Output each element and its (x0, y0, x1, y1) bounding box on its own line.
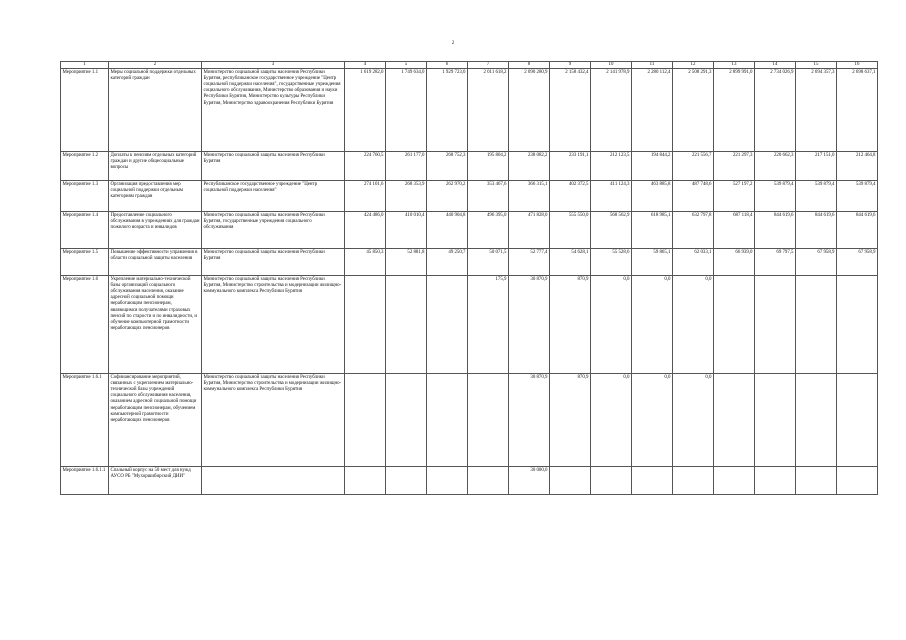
value-cell: 487 748,6 (673, 181, 714, 212)
value-cell: 268 752,3 (427, 152, 468, 181)
row-name-cell: Повышение эффективности управления в области социальной защиты населения (109, 249, 202, 276)
column-number-cell: 12 (673, 62, 714, 69)
value-cell (755, 276, 796, 374)
value-cell (386, 374, 427, 467)
value-cell: 221 556,7 (673, 152, 714, 181)
row-name-cell: Доплаты к пенсиям отдельных категорий граждан и другие общесоциальные вопросы (109, 152, 202, 181)
table-row (61, 212, 878, 249)
value-cell: 52 881,8 (386, 249, 427, 276)
value-cell (837, 467, 878, 495)
value-cell: 221 297,3 (714, 152, 755, 181)
value-cell: 0,0 (673, 374, 714, 467)
value-cell (427, 276, 468, 374)
row-name-cell: Спальный корпус на 50 мест для нужд АУСО РБ "Мухоршибирский ДИИ" (109, 467, 202, 495)
value-cell (468, 467, 509, 495)
value-cell: 844 619,6 (796, 212, 837, 249)
value-cell (427, 374, 468, 467)
row-code-cell: Мероприятие 1.6.1.1 (61, 467, 109, 495)
value-cell: 2 158 432,4 (550, 69, 591, 152)
value-cell: 67 958,9 (796, 249, 837, 276)
value-cell: 366 315,1 (509, 181, 550, 212)
value-cell: 2 508 291,3 (673, 69, 714, 152)
value-cell: 687 118,4 (714, 212, 755, 249)
table-row (61, 152, 878, 181)
value-cell: 212 464,8 (837, 152, 878, 181)
value-cell: 2 280 112,4 (632, 69, 673, 152)
value-cell: 220 662,3 (755, 152, 796, 181)
value-cell: 268 353,9 (386, 181, 427, 212)
table-row (61, 249, 878, 276)
value-cell (796, 374, 837, 467)
value-cell: 2 090 280,9 (509, 69, 550, 152)
value-cell (837, 374, 878, 467)
value-cell: 870,9 (550, 374, 591, 467)
value-cell: 233 191,1 (550, 152, 591, 181)
value-cell: 30 000,0 (509, 467, 550, 495)
value-cell: 0,0 (632, 374, 673, 467)
value-cell (714, 374, 755, 467)
value-cell (550, 467, 591, 495)
column-number-cell: 11 (632, 62, 673, 69)
row-executors-cell: Министерство социальной защиты населения Республики Бурятия, республиканское государственное учреждение "Центр социальной поддержки населения", государственные учреждения социального обслуживания, Министерство образования и науки Республики Бурятия, Министерство культуры Республики Бурятия, Министерство здравоохранения Республики Бурятия (202, 69, 345, 152)
value-cell: 539 879,4 (755, 181, 796, 212)
value-cell (796, 276, 837, 374)
column-number-cell: 9 (550, 62, 591, 69)
value-cell (714, 276, 755, 374)
value-cell: 1 929 723,0 (427, 69, 468, 152)
value-cell: 2 698 637,1 (837, 69, 878, 152)
value-cell (591, 467, 632, 495)
value-cell: 471 828,0 (509, 212, 550, 249)
value-cell: 2 141 978,9 (591, 69, 632, 152)
row-code-cell: Мероприятие 1.4 (61, 212, 109, 249)
row-code-cell: Мероприятие 1.5 (61, 249, 109, 276)
value-cell: 52 777,4 (509, 249, 550, 276)
value-cell: 175,9 (468, 276, 509, 374)
value-cell: 262 970,2 (427, 181, 468, 212)
column-number-cell: 14 (755, 62, 796, 69)
value-cell: 59 865,1 (632, 249, 673, 276)
value-cell: 66 939,0 (714, 249, 755, 276)
row-executors-cell: Министерство социальной защиты населения Республики Бурятия, государственные учреждения социального обслуживания (202, 212, 345, 249)
row-name-cell: Софинансирование мероприятий, связанных с укреплением материально-технической базы учреждений социального обслуживания населения, оказанием адресной социальной помощи неработающим пенсионерам, обучением компьютерной грамотности неработающих пенсионеров (109, 374, 202, 467)
value-cell: 402 372,5 (550, 181, 591, 212)
value-cell: 2 734 026,9 (755, 69, 796, 152)
row-executors-cell: Министерство социальной защиты населения Республики Бурятия, Министерство строительства и модернизации жилищно-коммунального комплекса Республики Бурятия (202, 276, 345, 374)
column-number-cell: 3 (202, 62, 345, 69)
value-cell: 30 870,9 (509, 374, 550, 467)
value-cell (632, 467, 673, 495)
column-number-cell: 6 (427, 62, 468, 69)
table-row (61, 467, 878, 495)
value-cell: 224 760,5 (345, 152, 386, 181)
table-row (61, 374, 878, 467)
value-cell: 212 123,5 (591, 152, 632, 181)
value-cell: 410 010,4 (386, 212, 427, 249)
value-cell: 411 124,3 (591, 181, 632, 212)
column-number-cell: 10 (591, 62, 632, 69)
value-cell: 1 619 282,0 (345, 69, 386, 152)
value-cell: 496 395,0 (468, 212, 509, 249)
row-executors-cell: Министерство социальной защиты населения Республики Бурятия (202, 249, 345, 276)
value-cell: 67 958,9 (837, 249, 878, 276)
column-number-cell: 13 (714, 62, 755, 69)
value-cell: 539 879,4 (837, 181, 878, 212)
row-code-cell: Мероприятие 1.6.1 (61, 374, 109, 467)
value-cell: 555 550,0 (550, 212, 591, 249)
value-cell: 618 985,1 (632, 212, 673, 249)
column-number-cell: 7 (468, 62, 509, 69)
value-cell: 539 879,4 (796, 181, 837, 212)
value-cell (345, 374, 386, 467)
value-cell: 568 562,9 (591, 212, 632, 249)
value-cell: 30 870,9 (509, 276, 550, 374)
row-code-cell: Мероприятие 1.6 (61, 276, 109, 374)
value-cell: 0,0 (591, 276, 632, 374)
value-cell: 424 486,0 (345, 212, 386, 249)
row-executors-cell: Республиканское государственное учреждение "Центр социальной поддержки населения" (202, 181, 345, 212)
value-cell: 217 151,0 (796, 152, 837, 181)
column-number-cell: 8 (509, 62, 550, 69)
value-cell: 844 619,6 (837, 212, 878, 249)
row-executors-cell: Министерство социальной защиты населения Республики Бурятия (202, 152, 345, 181)
table-row (61, 276, 878, 374)
value-cell: 55 528,6 (591, 249, 632, 276)
value-cell: 195 804,2 (468, 152, 509, 181)
row-name-cell: Меры социальной поддержки отдельных категорий граждан (109, 69, 202, 152)
value-cell: 69 797,5 (755, 249, 796, 276)
value-cell: 62 033,1 (673, 249, 714, 276)
value-cell (427, 467, 468, 495)
value-cell: 2 694 357,3 (796, 69, 837, 152)
row-name-cell: Укрепление материально-технической базы организаций социального обслуживания населения, оказание адресной социальной помощи неработающим пенсионерам, являющимся получателями страховых пенсий по старости и по инвалидности, и обучение компьютерной грамотности неработающих пенсионеров (109, 276, 202, 374)
value-cell: 527 197,2 (714, 181, 755, 212)
value-cell (673, 467, 714, 495)
value-cell (345, 276, 386, 374)
column-number-cell: 2 (109, 62, 202, 69)
row-executors-cell (202, 467, 345, 495)
table-row (61, 69, 878, 152)
value-cell: 0,0 (673, 276, 714, 374)
value-cell (755, 467, 796, 495)
table-row (61, 181, 878, 212)
value-cell: 1 749 634,0 (386, 69, 427, 152)
value-cell: 2 011 618,2 (468, 69, 509, 152)
value-cell: 49 250,7 (427, 249, 468, 276)
value-cell: 353 467,6 (468, 181, 509, 212)
value-cell (386, 276, 427, 374)
row-code-cell: Мероприятие 1.3 (61, 181, 109, 212)
value-cell: 844 619,6 (755, 212, 796, 249)
value-cell: 238 082,2 (509, 152, 550, 181)
row-name-cell: Предоставление социального обслуживания в учреждениях для граждан пожилого возраста и инвалидов (109, 212, 202, 249)
value-cell: 632 797,8 (673, 212, 714, 249)
row-name-cell: Организация предоставления мер социальной поддержки отдельным категориям граждан (109, 181, 202, 212)
budget-table (60, 61, 878, 495)
column-number-row (61, 62, 878, 69)
value-cell (468, 374, 509, 467)
row-code-cell: Мероприятие 1.1 (61, 69, 109, 152)
value-cell (714, 467, 755, 495)
value-cell: 50 071,5 (468, 249, 509, 276)
page-number: 2 (451, 41, 455, 46)
value-cell: 194 844,2 (632, 152, 673, 181)
column-number-cell: 4 (345, 62, 386, 69)
value-cell: 463 885,8 (632, 181, 673, 212)
value-cell: 261 177,0 (386, 152, 427, 181)
column-number-cell: 15 (796, 62, 837, 69)
value-cell: 54 628,1 (550, 249, 591, 276)
value-cell (755, 374, 796, 467)
value-cell: 0,0 (632, 276, 673, 374)
column-number-cell: 5 (386, 62, 427, 69)
value-cell: 45 850,3 (345, 249, 386, 276)
value-cell: 440 904,8 (427, 212, 468, 249)
value-cell (837, 276, 878, 374)
value-cell: 274 101,6 (345, 181, 386, 212)
row-executors-cell: Министерство социальной защиты населения Республики Бурятия, Министерство строительства и модернизации жилищно-коммунального комплекса Республики Бурятия (202, 374, 345, 467)
row-code-cell: Мероприятие 1.2 (61, 152, 109, 181)
column-number-cell: 1 (61, 62, 109, 69)
value-cell: 2 899 991,0 (714, 69, 755, 152)
value-cell (796, 467, 837, 495)
value-cell (345, 467, 386, 495)
value-cell: 0,0 (591, 374, 632, 467)
value-cell: 870,9 (550, 276, 591, 374)
value-cell (386, 467, 427, 495)
column-number-cell: 16 (837, 62, 878, 69)
